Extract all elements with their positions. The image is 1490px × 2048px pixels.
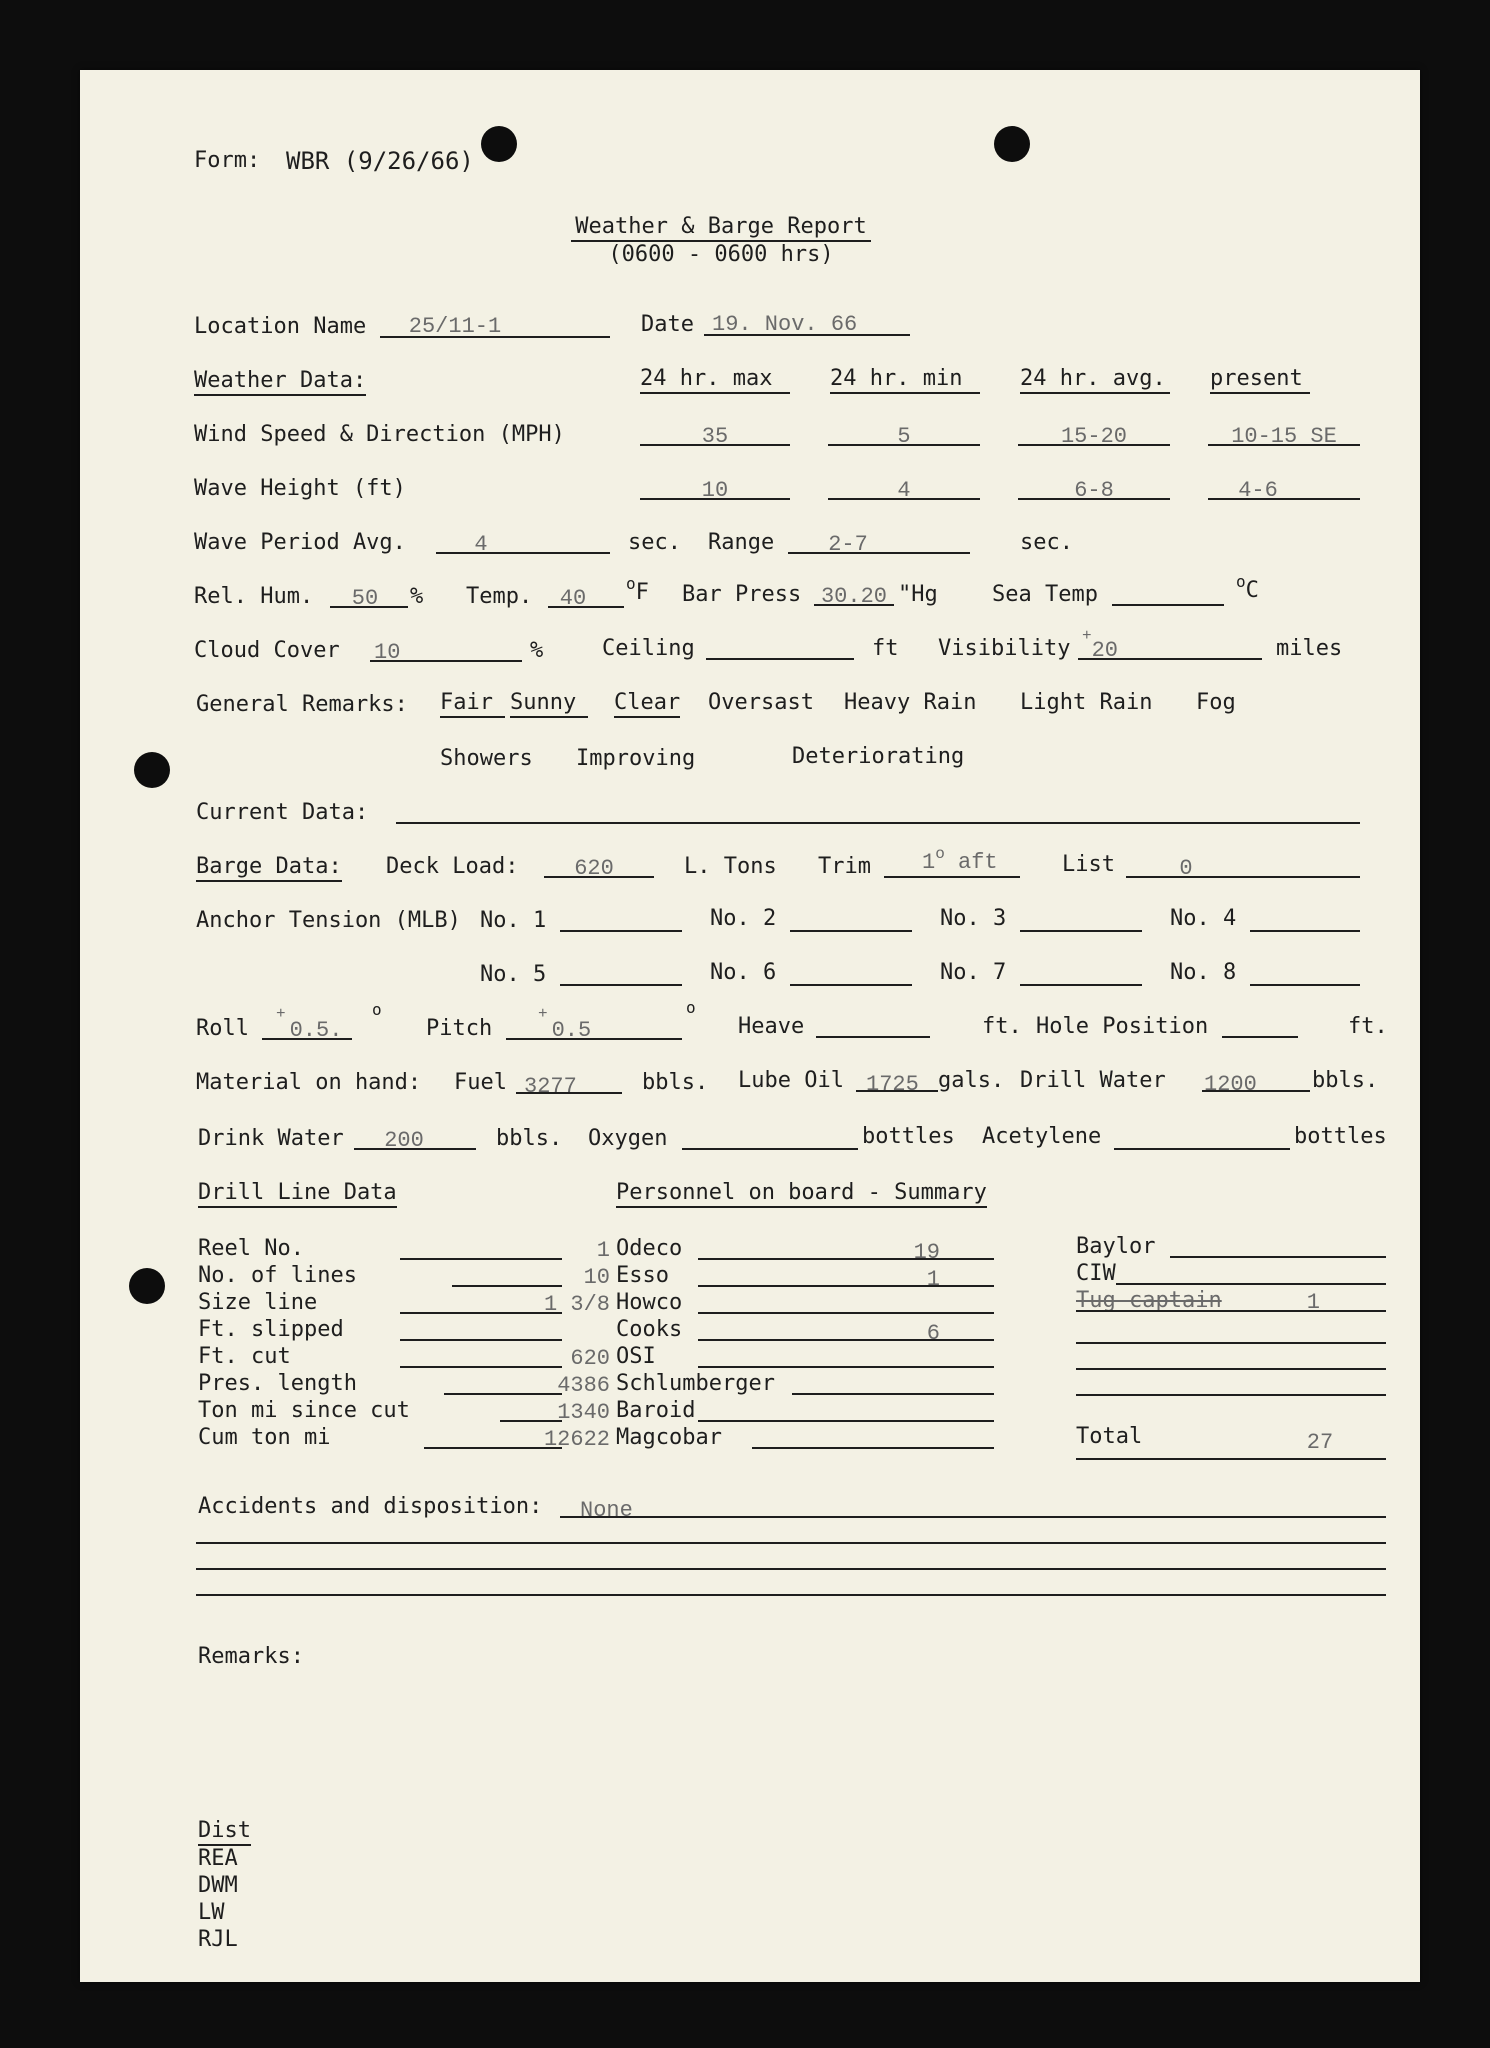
drill-line-heading: Drill Line Data (198, 1180, 397, 1208)
drill-water-unit: bbls. (1312, 1068, 1379, 1093)
personnel-underline (792, 1393, 994, 1395)
fuel-unit: bbls. (642, 1070, 709, 1095)
rel-hum-label: Rel. Hum. (194, 584, 314, 609)
personnel-right-underline (1076, 1394, 1386, 1396)
list-value: 0 (1179, 856, 1193, 881)
plus-minus-sign: + (276, 1005, 286, 1023)
degree-mark: o (1236, 572, 1246, 591)
remark-improving: Improving (576, 746, 696, 771)
drill-line-label: Reel No. (198, 1236, 304, 1261)
drill-line-value: 10 (583, 1265, 610, 1290)
pitch-degree (686, 998, 696, 1031)
total-line (1076, 1458, 1386, 1460)
anchor-no-3: No. 3 (940, 906, 1007, 931)
wind-avg-value: 15-20 (1060, 424, 1127, 449)
date-label: Date (641, 312, 694, 337)
weather-heading: Weather Data: (194, 368, 366, 396)
range-value: 2-7 (828, 532, 868, 557)
sea-temp-unit (1236, 572, 1259, 605)
roll-label: Roll (196, 1016, 249, 1041)
wind-present-value: 10-15 SE (1231, 424, 1337, 449)
drill-line-label: Cum ton mi (198, 1425, 331, 1450)
heave-unit: ft. (982, 1014, 1022, 1039)
deck-load-value: 620 (574, 856, 614, 881)
cloud-cover-label: Cloud Cover (194, 638, 340, 663)
punch-hole (994, 126, 1030, 162)
personnel-value: 6 (926, 1321, 940, 1346)
degree-mark: o (626, 574, 636, 593)
ceiling-label: Ceiling (602, 636, 695, 661)
wave-period-label: Wave Period Avg. (194, 530, 406, 555)
location-label: Location Name (194, 314, 367, 339)
accidents-line (196, 1542, 1386, 1544)
degree-mark: o (372, 1000, 382, 1019)
temp-label: Temp. (466, 584, 533, 609)
personnel-right-underline (1076, 1368, 1386, 1370)
anchor-8-line (1250, 984, 1360, 986)
dist-name: DWM (198, 1873, 238, 1898)
drill-line-label: No. of lines (198, 1263, 357, 1288)
hole-position-line (1222, 1036, 1298, 1038)
remark-sunny: Sunny (510, 690, 588, 718)
anchor-no-5: No. 5 (480, 962, 547, 987)
wind-min-value: 5 (897, 424, 911, 449)
personnel-label: Magcobar (616, 1425, 722, 1450)
drink-water-unit: bbls. (496, 1126, 563, 1151)
drill-line-underline (400, 1339, 562, 1341)
remark-showers: Showers (440, 746, 533, 771)
drill-line-value: 12622 (543, 1427, 610, 1452)
personnel-right-label: Baylor (1076, 1234, 1156, 1259)
remark-deteriorating: Deteriorating (792, 744, 965, 769)
report-title: Weather & Barge Report (571, 214, 871, 242)
lube-oil-value: 1725 (866, 1072, 919, 1097)
personnel-label: OSI (616, 1344, 656, 1369)
personnel-right-underline (1170, 1256, 1386, 1258)
roll-value (276, 1005, 343, 1043)
personnel-label: Esso (616, 1263, 669, 1288)
accidents-line (196, 1568, 1386, 1570)
col-min: 24 hr. min (830, 366, 980, 394)
personnel-right-underline (1116, 1283, 1386, 1285)
anchor-no-6: No. 6 (710, 960, 777, 985)
rel-hum-unit: % (410, 584, 424, 609)
wave-min-value: 4 (897, 478, 911, 503)
anchor-no-4: No. 4 (1170, 906, 1237, 931)
drill-line-value: 1 3/8 (543, 1292, 610, 1317)
punch-hole (134, 752, 170, 788)
remark-oversast: Oversast (708, 690, 814, 715)
wave-period-unit: sec. (628, 530, 681, 555)
col-max: 24 hr. max (640, 366, 790, 394)
visibility-unit: miles (1276, 636, 1343, 661)
deck-load-label: Deck Load: (386, 854, 519, 879)
acetylene-unit: bottles (1294, 1124, 1387, 1149)
pitch-number: 0.5 (551, 1018, 592, 1043)
current-data-label: Current Data: (196, 800, 369, 825)
barge-heading: Barge Data: (196, 854, 342, 882)
degree-mark: o (935, 845, 945, 863)
anchor-no-7: No. 7 (940, 960, 1007, 985)
oxygen-label: Oxygen (588, 1126, 668, 1151)
remark-fair: Fair (440, 690, 505, 718)
ceiling-unit: ft (872, 636, 899, 661)
accidents-value: None (580, 1498, 633, 1523)
punch-hole (481, 126, 517, 162)
hole-position-unit: ft. (1348, 1014, 1388, 1039)
drill-line-value: 1340 (557, 1400, 610, 1425)
total-value: 27 (1306, 1430, 1334, 1455)
anchor-6-line (790, 984, 912, 986)
personnel-underline (698, 1366, 994, 1368)
general-remarks-label: General Remarks: (196, 692, 408, 717)
pitch-value (538, 1005, 592, 1043)
heave-line (816, 1036, 930, 1038)
hole-position-label: Hole Position (1036, 1014, 1209, 1039)
drill-line-value: 1 (596, 1238, 610, 1263)
range-label: Range (708, 530, 775, 555)
personnel-right-label: Tug captain (1076, 1288, 1222, 1313)
sea-temp-line (1112, 604, 1224, 606)
personnel-label: Baroid (616, 1398, 696, 1423)
drill-line-label: Pres. length (198, 1371, 357, 1396)
location-value: 25/11-1 (408, 314, 502, 339)
report-page (80, 70, 1420, 1982)
current-data-line (396, 822, 1360, 824)
oxygen-line (682, 1148, 858, 1150)
personnel-underline (698, 1285, 994, 1287)
drill-line-label: Size line (198, 1290, 318, 1315)
anchor-5-line (560, 984, 682, 986)
date-value: 19. Nov. 66 (712, 312, 858, 337)
oxygen-unit: bottles (862, 1124, 955, 1149)
drill-water-label: Drill Water (1020, 1068, 1166, 1093)
wind-label: Wind Speed & Direction (MPH) (194, 422, 565, 447)
personnel-underline (698, 1339, 994, 1341)
ceiling-line (706, 658, 854, 660)
remark-clear: Clear (614, 690, 680, 718)
acetylene-line (1114, 1148, 1290, 1150)
trim-value (922, 845, 998, 877)
anchor-no-1: No. 1 (480, 908, 547, 933)
personnel-underline (698, 1420, 994, 1422)
personnel-label: Cooks (616, 1317, 683, 1342)
bar-press-value: 30.20 (820, 584, 887, 609)
fuel-label: Fuel (454, 1070, 507, 1095)
anchor-no-8: No. 8 (1170, 960, 1237, 985)
cloud-cover-value: 10 (374, 640, 401, 665)
drink-water-label: Drink Water (198, 1126, 344, 1151)
degree-mark: o (686, 998, 696, 1017)
personnel-right-value: 1 (1306, 1290, 1320, 1315)
anchor-4-line (1250, 930, 1360, 932)
accidents-line (560, 1516, 1386, 1518)
remark-light-rain: Light Rain (1020, 690, 1153, 715)
drill-line-label: Ft. cut (198, 1344, 291, 1369)
list-label: List (1062, 852, 1115, 877)
plus-sign: + (1082, 627, 1092, 645)
bar-press-unit: "Hg (898, 582, 938, 607)
dist-name: RJL (198, 1927, 238, 1952)
anchor-1-line (560, 930, 682, 932)
cloud-cover-unit: % (530, 638, 544, 663)
temp-unit (626, 574, 649, 607)
personnel-right-underline (1076, 1342, 1386, 1344)
personnel-heading: Personnel on board - Summary (616, 1180, 987, 1208)
personnel-label: Schlumberger (616, 1371, 775, 1396)
personnel-value: 19 (913, 1240, 940, 1265)
lube-oil-label: Lube Oil (738, 1068, 844, 1093)
personnel-underline (698, 1258, 994, 1260)
trim-direction: aft (958, 850, 998, 875)
visibility-value (1082, 627, 1119, 663)
personnel-right-label: CIW (1076, 1261, 1116, 1286)
sea-temp-unit-letter: C (1245, 578, 1259, 603)
wave-avg-value: 6-8 (1074, 478, 1114, 503)
range-unit: sec. (1020, 530, 1073, 555)
remark-fog: Fog (1196, 690, 1236, 715)
temp-unit-letter: F (635, 580, 649, 605)
form-code: WBR (9/26/66) (286, 147, 474, 175)
personnel-label: Howco (616, 1290, 683, 1315)
temp-value: 40 (559, 586, 587, 611)
total-label: Total (1076, 1424, 1143, 1449)
wave-period-value: 4 (474, 532, 488, 557)
dist-name: LW (198, 1900, 225, 1925)
lube-oil-unit: gals. (938, 1068, 1005, 1093)
form-label: Form: (194, 148, 261, 173)
anchor-tension-label: Anchor Tension (MLB) (196, 908, 461, 933)
bar-press-label: Bar Press (682, 582, 802, 607)
punch-hole (129, 1268, 165, 1304)
trim-label: Trim (818, 854, 871, 879)
heave-label: Heave (738, 1014, 805, 1039)
pitch-label: Pitch (426, 1016, 493, 1041)
personnel-right-underline (1076, 1310, 1386, 1312)
rel-hum-value: 50 (351, 586, 379, 611)
pitch-line (506, 1038, 682, 1040)
anchor-no-2: No. 2 (710, 906, 777, 931)
remark-heavy-rain: Heavy Rain (844, 690, 977, 715)
plus-minus-sign: + (538, 1005, 548, 1023)
drill-water-value: 1200 (1204, 1072, 1257, 1097)
drill-line-value: 4386 (557, 1373, 610, 1398)
anchor-7-line (1020, 984, 1142, 986)
drink-water-value: 200 (384, 1128, 424, 1153)
drill-line-label: Ft. slipped (198, 1317, 344, 1342)
sea-temp-label: Sea Temp (992, 582, 1098, 607)
col-avg: 24 hr. avg. (1020, 366, 1170, 394)
acetylene-label: Acetylene (982, 1124, 1102, 1149)
accidents-label: Accidents and disposition: (198, 1494, 543, 1519)
personnel-underline (698, 1312, 994, 1314)
drill-line-value: 620 (570, 1346, 610, 1371)
anchor-2-line (790, 930, 912, 932)
dist-heading: Dist (198, 1818, 251, 1846)
anchor-3-line (1020, 930, 1142, 932)
personnel-value: 1 (926, 1267, 940, 1292)
wave-height-label: Wave Height (ft) (194, 476, 406, 501)
wave-max-value: 10 (701, 478, 729, 503)
roll-degree (372, 1000, 382, 1033)
fuel-value: 3277 (524, 1074, 577, 1099)
dist-name: REA (198, 1846, 238, 1871)
visibility-number: 20 (1091, 638, 1119, 663)
accidents-line (196, 1594, 1386, 1596)
report-subtitle: (0600 - 0600 hrs) (608, 242, 834, 267)
col-present: present (1210, 366, 1310, 394)
drill-line-label: Ton mi since cut (198, 1398, 410, 1423)
visibility-label: Visibility (938, 636, 1071, 661)
material-label: Material on hand: (196, 1070, 422, 1095)
wind-max-value: 35 (701, 424, 729, 449)
deck-load-unit: L. Tons (684, 854, 777, 879)
wave-present-value: 4-6 (1238, 478, 1278, 503)
roll-number: 0.5. (289, 1018, 343, 1043)
personnel-label: Odeco (616, 1236, 683, 1261)
remarks-label: Remarks: (198, 1644, 304, 1669)
personnel-underline (752, 1447, 994, 1449)
trim-number: 1 (922, 850, 936, 875)
